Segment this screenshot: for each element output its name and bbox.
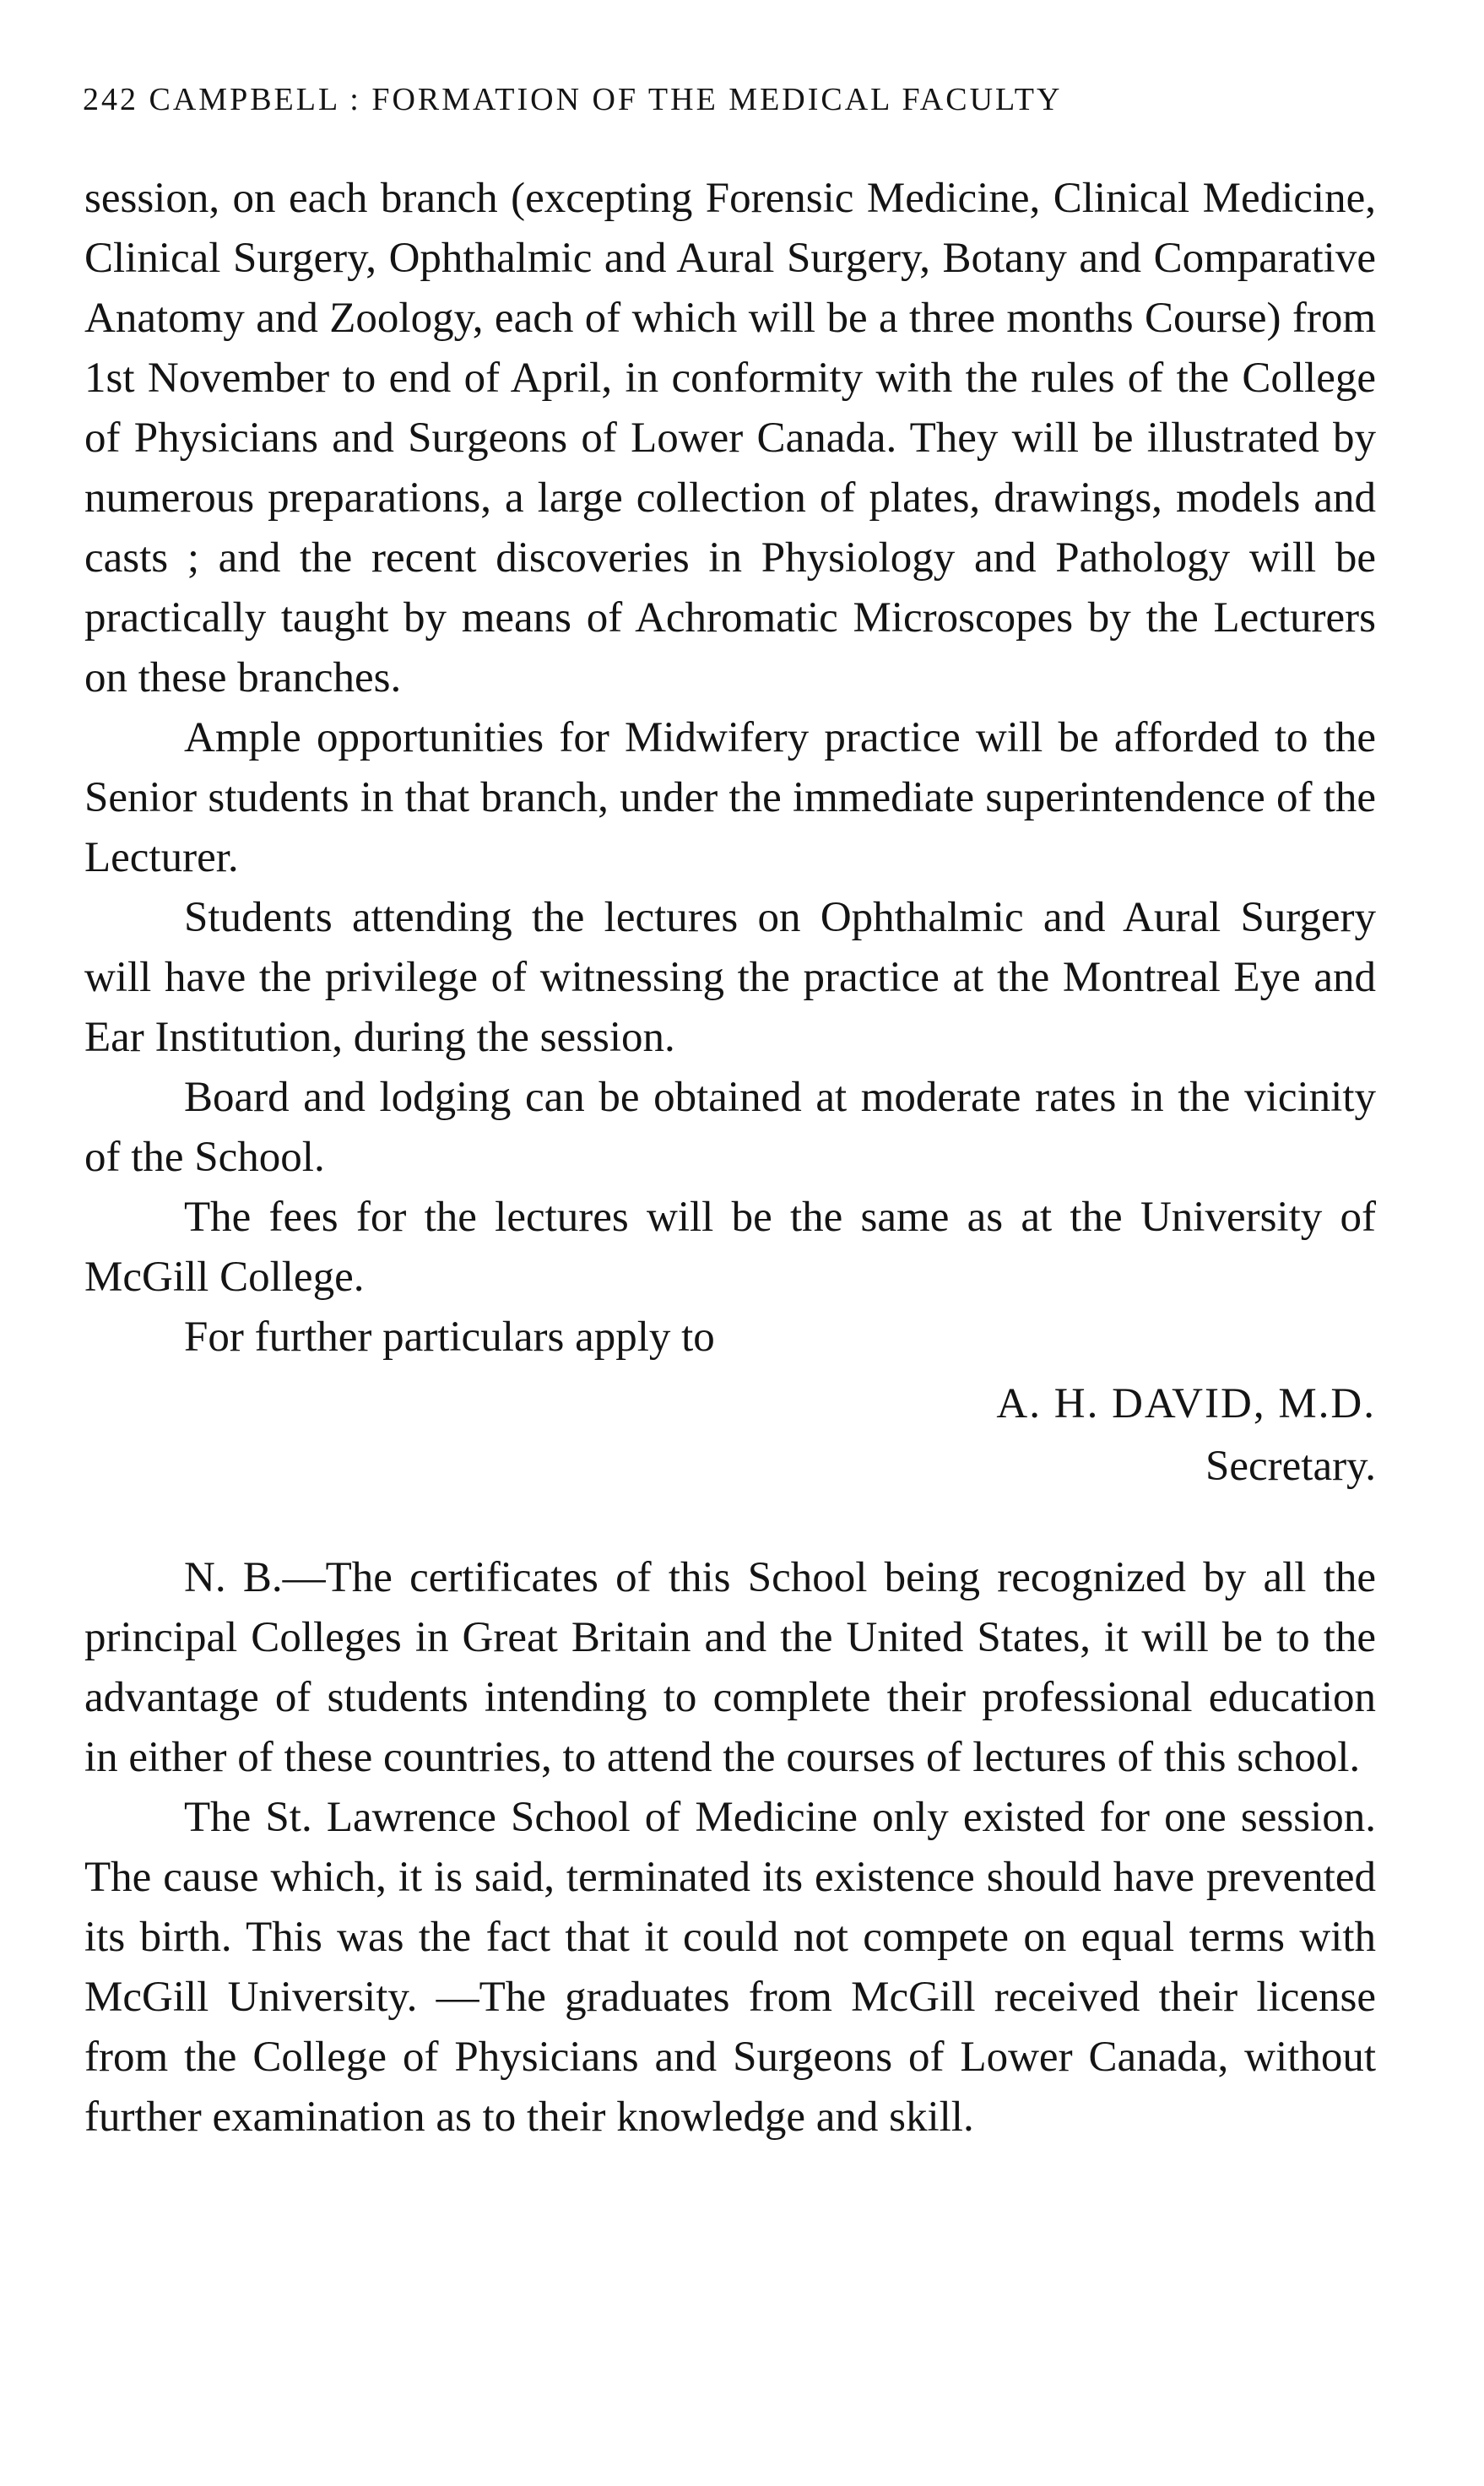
paragraph-fees: The fees for the lectures will be the same as at the University of McGill College. [84,1194,1376,1301]
paragraph-midwifery: Ample opportunities for Midwifery practice will be afforded to the Senior students in that branch, under the immediate superintendence of the Lecturer. [84,714,1376,881]
paragraph-course-session: session, on each branch (excepting Forensic Medicine, Clinical Medicine, Clinical Surgery, Ophthalmic and Aural Surgery, Botany and Comparative Anatomy and Zoology, each of which will be a three months Course) from 1st November to end of April, in conformity with the rules of the College of Physicians and Surgeons of Lower Canada. They will be illustrated by numerous preparations, a large collection of plates, drawings, models and casts ; and the recent discoveries in Physiology and Pathology will be practically taught by means of Achromatic Microscopes by the Lecturers on these branches. [84,175,1376,701]
paragraph-closing: The St. Lawrence School of Medicine only existed for one session. The cause which, it is said, terminated its existence should have prevented its birth. This was the fact that it could not compete on equal terms with McGill University. —The graduates from McGill received their license from the College of Physicians and Surgeons of Lower Canada, without further examination as to their knowledge and skill. [84,1794,1376,2141]
paragraph-board-lodging: Board and lodging can be obtained at moderate rates in the vicinity of the School. [84,1074,1376,1181]
body-text [84,169,1376,2147]
running-head: 242 CAMPBELL : FORMATION OF THE MEDICAL FACULTY [83,82,1063,117]
section-gap [84,1498,1376,1548]
signature-name: A. H. DAVID, M.D. [996,1380,1376,1427]
paragraph-nota-bene: N. B.—The certificates of this School being recognized by all the principal Colleges in Great Britain and the United States, it will be to the advantage of students intending to complete their professional education in either of these countries, to attend the courses of lectures of this school. [84,1554,1376,1781]
paragraph-ophthalmic: Students attending the lectures on Ophthalmic and Aural Surgery will have the privilege of witnessing the practice at the Montreal Eye and Ear Institution, during the session. [84,894,1376,1061]
paragraph-apply: For further particulars apply to [184,1313,715,1361]
signature-title: Secretary. [1205,1443,1376,1490]
